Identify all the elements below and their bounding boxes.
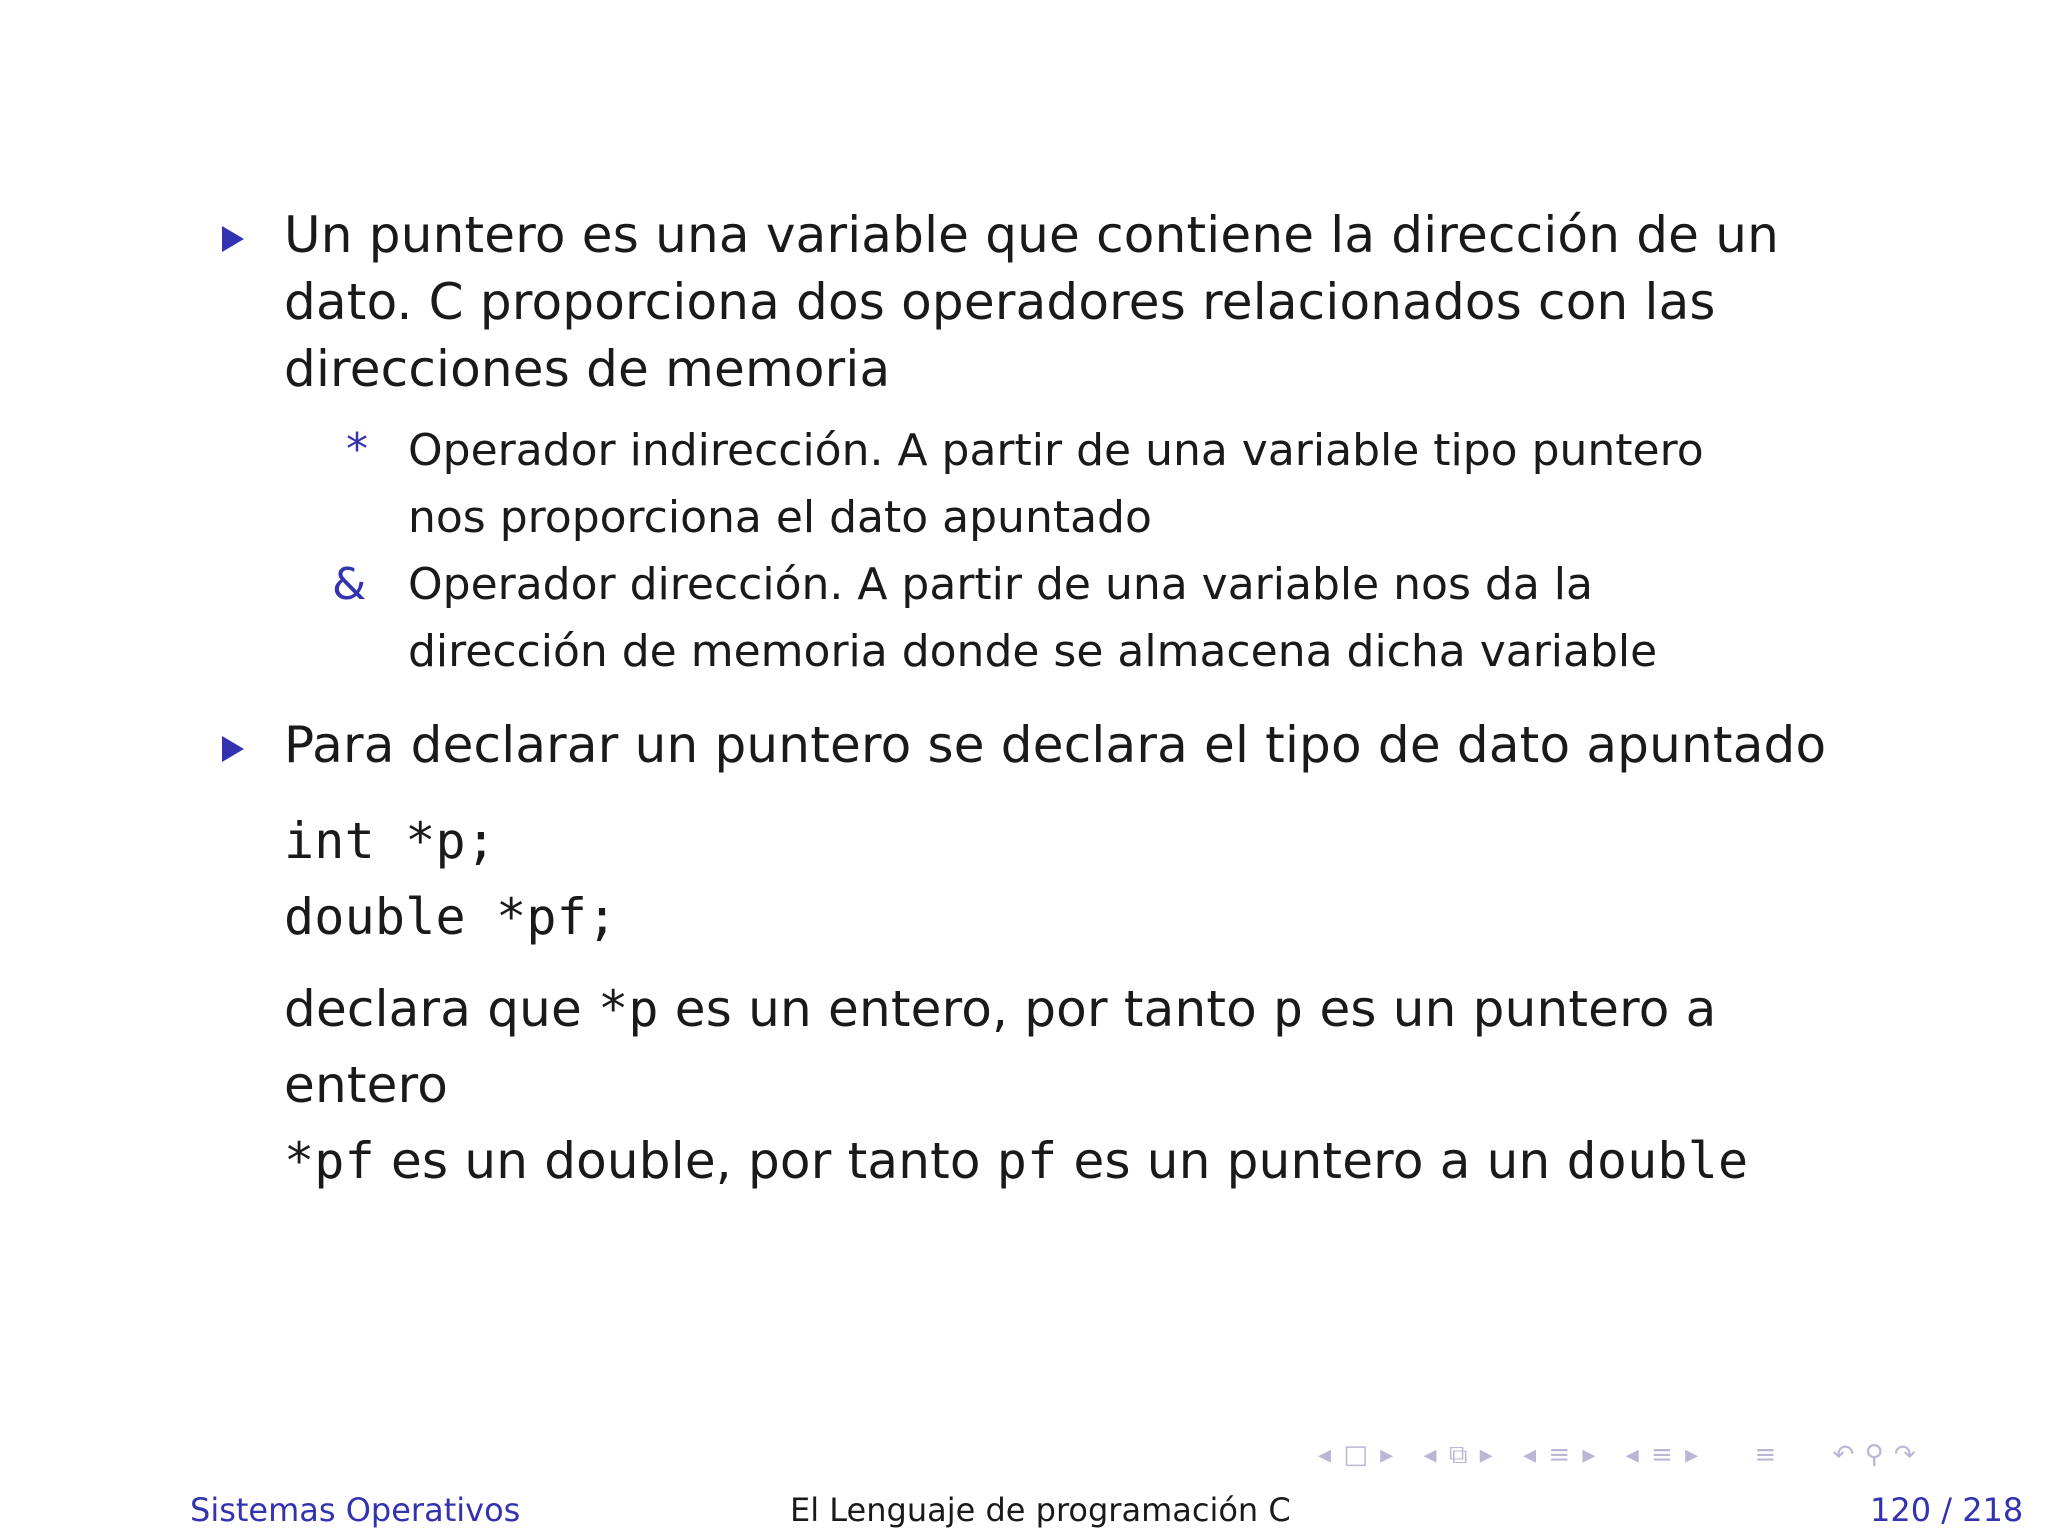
bullet-2-line-1: Para declarar un puntero se declara el tipo de dato apuntado — [284, 716, 1827, 774]
code-inline: p — [1273, 980, 1304, 1038]
search-icon[interactable]: ⚲ — [1864, 1440, 1884, 1470]
code-inline: *pf — [284, 1132, 375, 1190]
explanation-text: declara que — [284, 980, 599, 1038]
bullet-1-line-1: Un puntero es una variable que contiene la dirección de un — [284, 206, 1779, 264]
prev-section-icon[interactable]: ◂ — [1523, 1440, 1537, 1470]
slide-icon[interactable]: ≡ — [1651, 1440, 1673, 1470]
bullet-triangle-icon — [222, 736, 244, 762]
bullet-1-line-2: dato. C proporciona dos operadores relacionados con las — [284, 273, 1716, 331]
page-number: 120 / 218 — [1870, 1491, 2024, 1529]
next-subsection-icon[interactable]: ▸ — [1479, 1440, 1493, 1470]
footer-center: El Lenguaje de programación C — [790, 1491, 1291, 1529]
toc-icon[interactable]: ≡ — [1754, 1440, 1777, 1470]
subsection-icon[interactable]: ⧉ — [1448, 1440, 1468, 1470]
code-inline: pf — [996, 1132, 1058, 1190]
code-inline: *p — [598, 980, 659, 1038]
subitem-1-line-1: Operador indirección. A partir de una variable tipo puntero — [408, 425, 1704, 476]
bullet-triangle-icon — [222, 226, 244, 252]
next-frame-icon[interactable]: ▸ — [1380, 1440, 1394, 1470]
back-icon[interactable]: ↶ — [1832, 1440, 1855, 1470]
subitem-2-symbol: & — [332, 559, 367, 610]
explanation-text: es un puntero a — [1303, 980, 1717, 1038]
explanation-line-1 — [284, 980, 1717, 1038]
explanation-text: es un puntero a un — [1057, 1132, 1567, 1190]
explanation-text: es un entero, por tanto — [658, 980, 1274, 1038]
explanation-text: es un double, por tanto — [374, 1132, 997, 1190]
forward-icon[interactable]: ↷ — [1893, 1440, 1916, 1470]
subitem-2-line-1: Operador dirección. A partir de una variable nos da la — [408, 559, 1593, 610]
code-line-1: int *p; — [284, 812, 497, 870]
explanation-line-3 — [284, 1132, 1748, 1190]
code-line-2: double *pf; — [284, 888, 618, 946]
prev-subsection-icon[interactable]: ◂ — [1423, 1440, 1437, 1470]
explanation-line-2: entero — [284, 1056, 449, 1114]
prev-frame-icon[interactable]: ◂ — [1318, 1440, 1332, 1470]
subitem-1-symbol: * — [346, 424, 368, 475]
frame-icon[interactable]: □ — [1343, 1440, 1368, 1470]
next-slide-icon[interactable]: ▸ — [1685, 1440, 1699, 1470]
navigation-bar — [1318, 1440, 1916, 1470]
code-inline: double — [1566, 1132, 1749, 1190]
next-section-icon[interactable]: ▸ — [1582, 1440, 1596, 1470]
prev-slide-icon[interactable]: ◂ — [1625, 1440, 1639, 1470]
subitem-2-line-2: dirección de memoria donde se almacena dicha variable — [408, 626, 1658, 677]
subitem-1-line-2: nos proporciona el dato apuntado — [408, 492, 1152, 543]
footer-left: Sistemas Operativos — [190, 1491, 521, 1529]
section-icon[interactable]: ≡ — [1548, 1440, 1571, 1470]
bullet-1-line-3: direcciones de memoria — [284, 340, 891, 398]
